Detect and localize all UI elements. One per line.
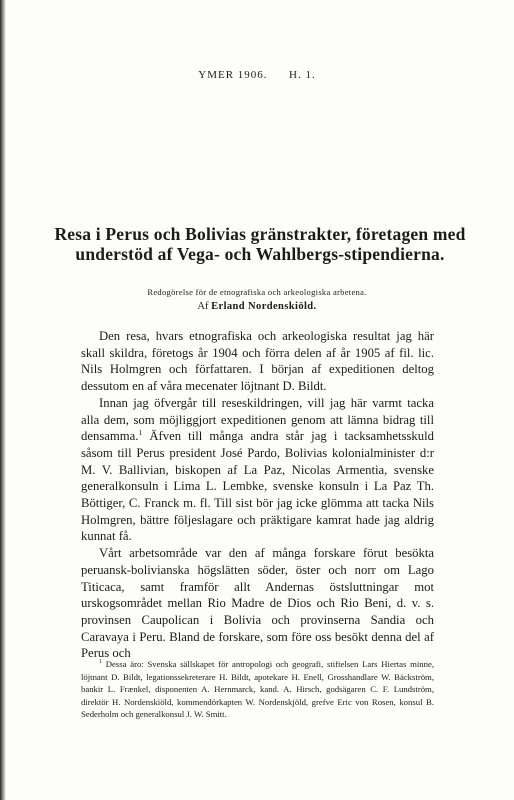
footnote-text: Dessa äro: Svenska sällskapet för antropologi och geografi, stiftelsen Lars Hiertas minne, löjtnant D. Bildt, legationssekreterare H. Bildt, apotekare H. Enell, Grosshandlare W. Bäckström, bankir L. Frænkel, disponenten A. Hernmarck, kand. A. Hirsch, godsägaren C. F. Lundström, direktör H. Nordenskiöld, kommendörkapten W. Nordenskjöld, grefve Eric von Rosen, konsul B. Sederholm och generalkonsul J. W. Smitt.	[81, 659, 434, 720]
article-subtitle: Redogörelse för de etnografiska och arkeologiska arbetena.	[147, 287, 367, 297]
paragraph-2-text-a: Innan jag öfvergår till reseskildringen, vill jag här varmt tacka alla dem, som möjliggjort expeditionen genom att lämna bidrag till densamma.	[81, 395, 434, 444]
footnote-reference[interactable]: 1	[138, 428, 143, 438]
author-prefix: Af	[197, 301, 209, 312]
journal-issue: H. 1.	[289, 69, 316, 81]
footnote-paragraph	[81, 658, 434, 721]
footnote	[81, 658, 434, 721]
running-header	[0, 69, 514, 81]
body-text	[81, 328, 434, 662]
paragraph-1: Den resa, hvars etnografiska och arkeologiska resultat jag här skall skildra, företogs år 1904 och förra delen af år 1905 af fil. lic. Nils Holmgren och författaren. I början af expeditionen deltog dessutom en af våra mecenater löjtnant D. Bildt.	[81, 329, 434, 394]
article-title: Resa i Perus och Bolivias gränstrakter, företagen med understöd af Vega- och Wahlbergs-stipendierna.	[54, 224, 466, 264]
footnote-mark: 1	[99, 659, 102, 665]
scan-edge-shadow	[0, 0, 6, 800]
paragraph-2-text-b: Äfven till många andra står jag i tacksamhetsskuld såsom till Perus president José Pardo, Bolivias kolonialminister d:r M. V. Ballivian, biskopen af La Paz, Nicolas Armentia, svenske generalkonsuln i Lima L. Lembke, svenske konsuln i La Paz Th. Böttiger, C. Franck m. fl. Till sist bör jag icke glömma att tacka Nils Holmgren, bättre följeslagare och präktigare kamrat hade jag aldrig kunnat få.	[81, 429, 434, 544]
author-name: Erland Nordenskiöld.	[211, 301, 317, 312]
author-line	[0, 301, 514, 312]
paragraph-3: Vårt arbetsområde var den af många forskare förut besökta peruansk-bolivianska högslätten söder, öster och norr om Lago Titicaca, samt framför allt Andernas östsluttningar mot urskogsområdet mellan Rio Madre de Dios och Rio Beni, d. v. s. provinsen Caupolican i Bolivia och provinserna Sandia och Caravaya i Peru. Bland de forskare, som före oss besökt denna del af Perus och	[81, 546, 434, 661]
journal-year: 1906.	[237, 69, 268, 81]
journal-name: YMER	[198, 69, 235, 81]
paragraph-2	[81, 395, 434, 545]
